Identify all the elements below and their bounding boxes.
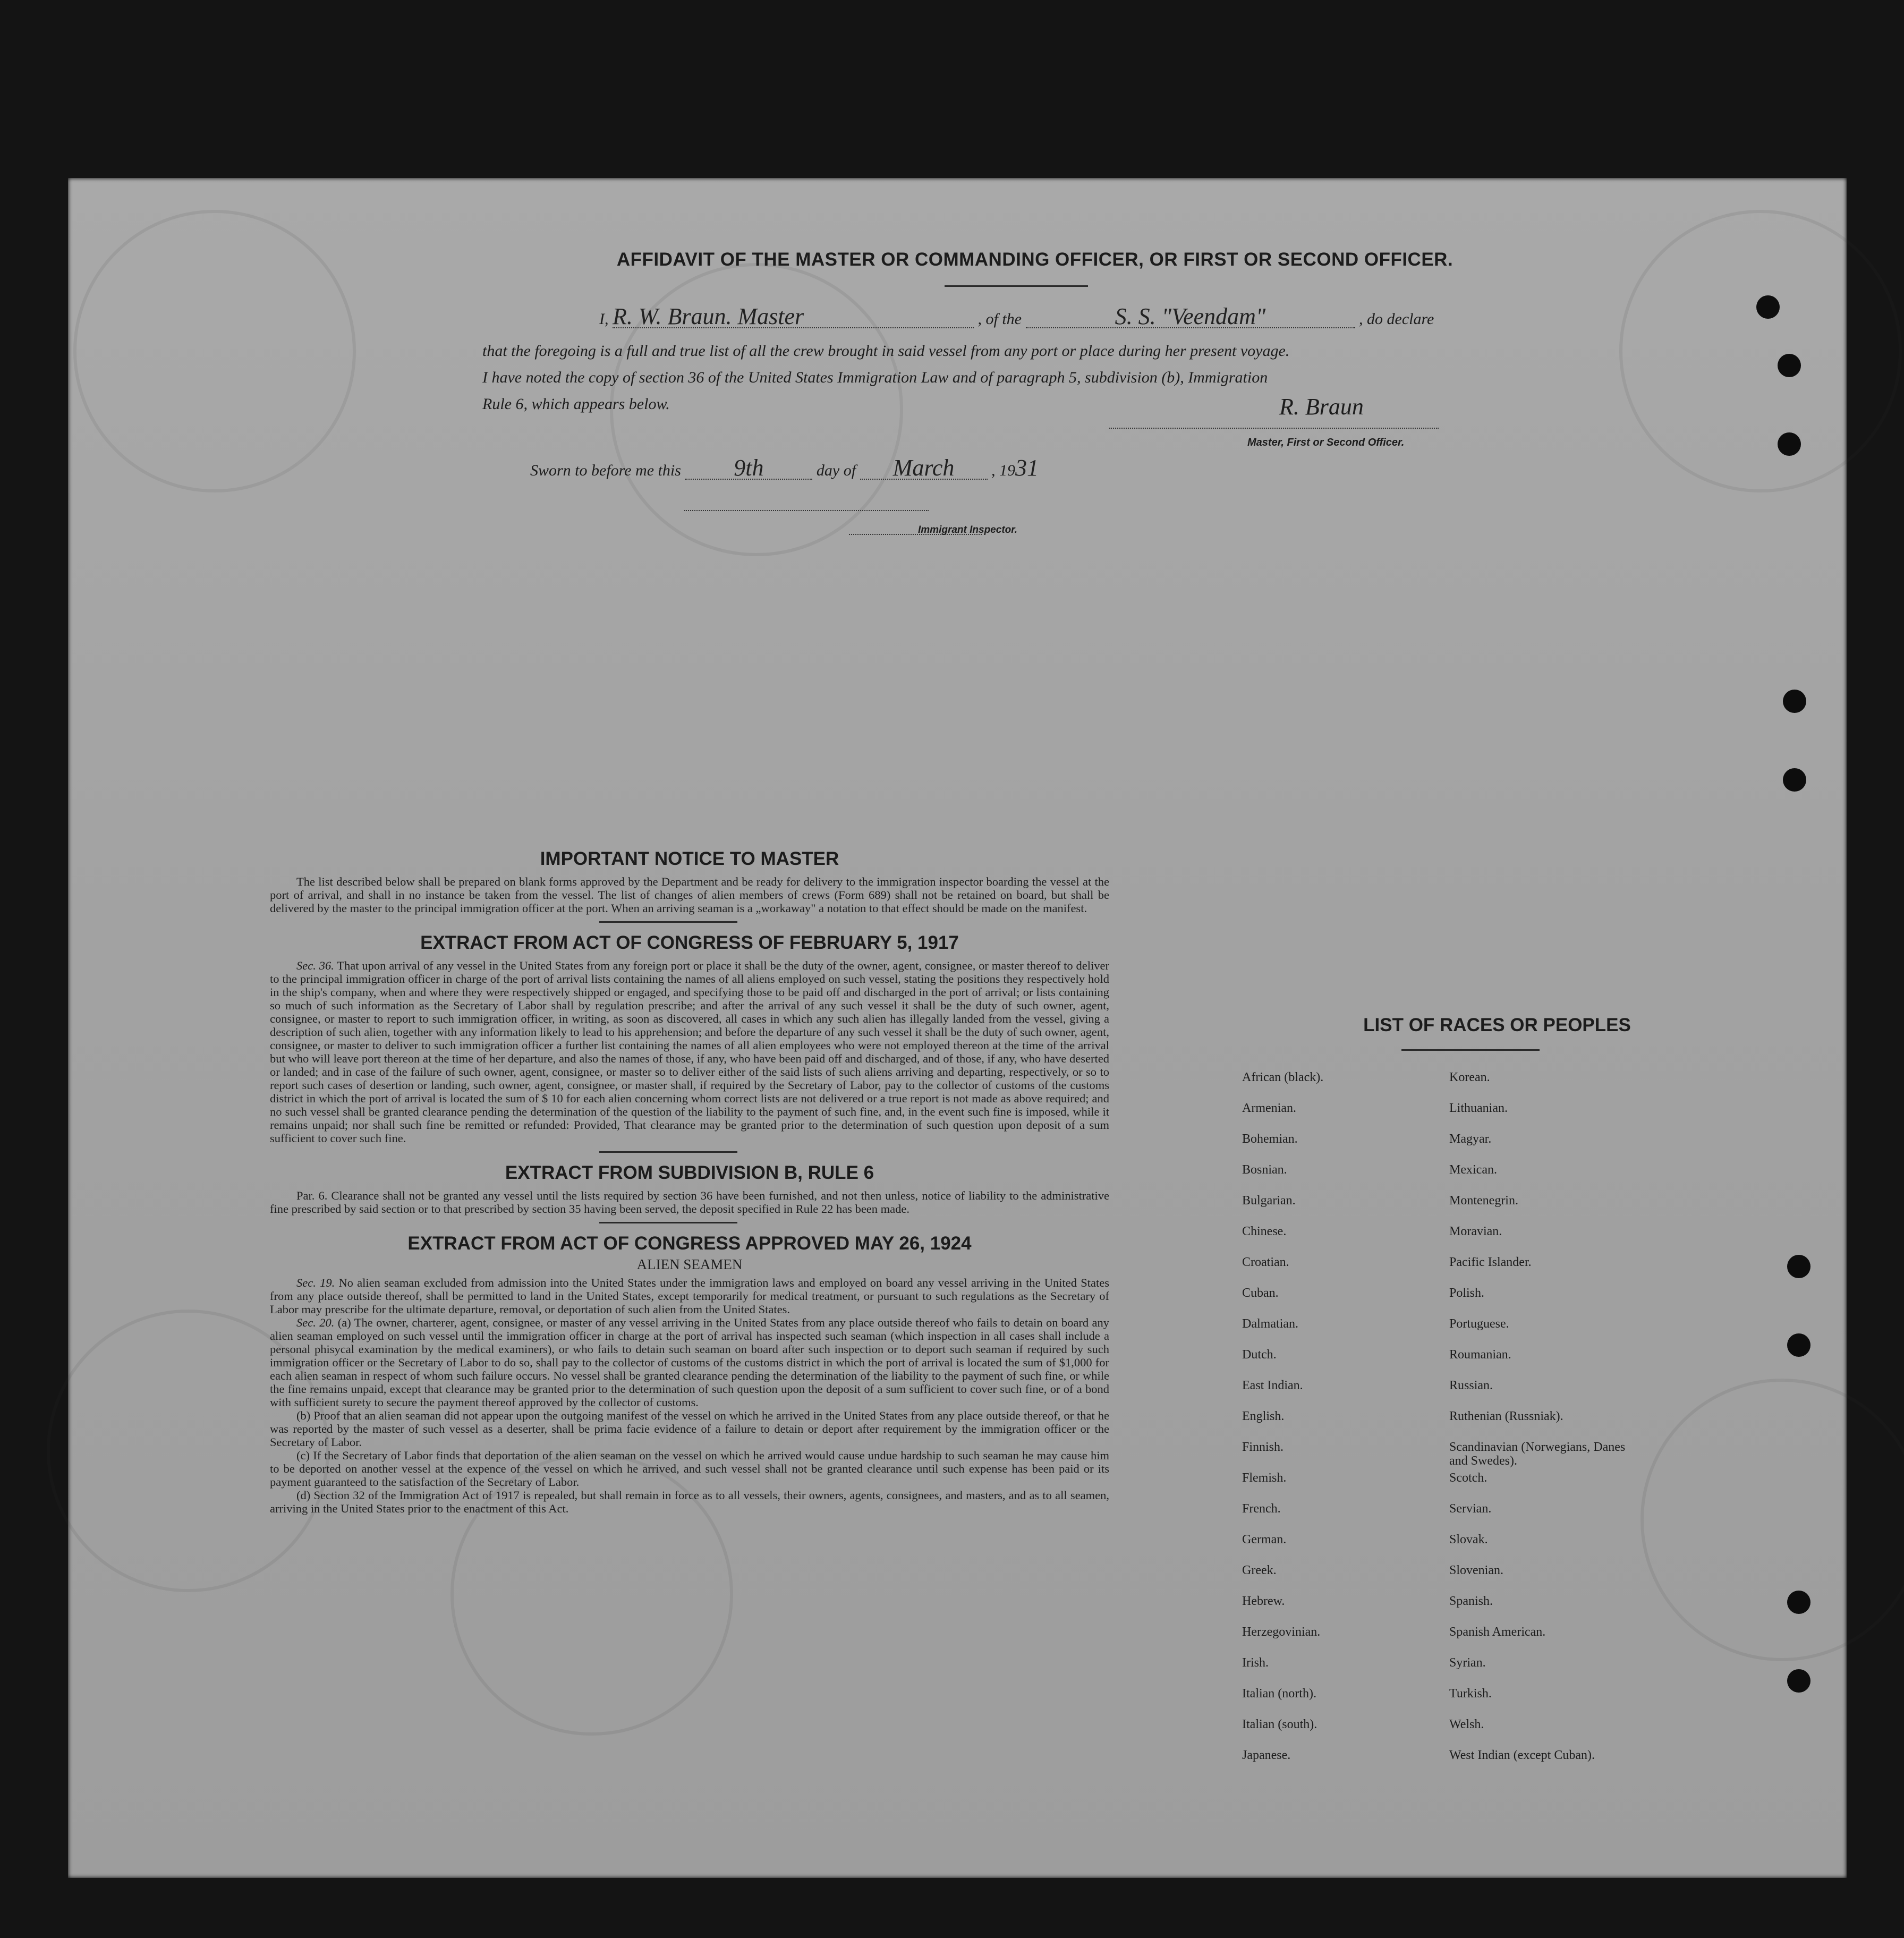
race-item: English.: [1242, 1409, 1285, 1423]
sec19-text: No alien seaman excluded from admission into the United States under the immigration laws and employed on board any vessel arriving in the United States from any place outside thereof, shall be permitted to land in the United States, except temporarily for medical treatment, or pursuant to such regulations as the Secretary of Labor may prescribe for the ultimate departure, removal, or deportation of such alien from the United States.: [270, 1276, 1110, 1316]
alien-seamen-subtitle: ALIEN SEAMEN: [636, 1256, 743, 1272]
rule6-body: [270, 1189, 1109, 1216]
sec20d-paragraph: (d) Section 32 of the Immigration Act of 1917 is repealed, but shall remain in force as to all vessels, their owners, agents, consignees, and masters, and as to all seamen, arriving in the United States prior to the enactment of this Act.: [270, 1489, 1109, 1515]
race-item: Irish.: [1242, 1656, 1269, 1670]
affidavit-title: AFFIDAVIT OF THE MASTER OR COMMANDING OFFICER, OR FIRST OR SECOND OFFICER.: [616, 249, 1454, 270]
race-item: Lithuanian.: [1449, 1101, 1508, 1115]
race-item: Japanese.: [1242, 1748, 1291, 1762]
race-item: Roumanian.: [1449, 1348, 1511, 1362]
sec36-text: That upon arrival of any vessel in the United States from any foreign port or place it shall be the duty of the owner, agent, consignee, or master thereof to deliver to the principal immigration officer in charge of the port of arrival lists containing the names of all aliens employed on such vessel, stating the positions they respectively hold in the ship's company, when and where they were respectively shipped or engaged, and specifying those to be paid off and discharged in the port of arrival; or lists containing so much of such information as the Secretary of Labor shall by regulation prescribe; and after the arrival of any such vessel it shall be the duty of such owner, agent, consignee, or master to report to such immigration officer, in writing, as soon as discovered, all cases in which any such alien has illegally landed from the vessel, giving a description of such alien, together with any information likely to lead to his apprehension; and before the departure of any such vessel it shall be the duty of such owner, agent, consignee, or master to deliver to such immigration officer a further list containing the names of all alien employees who were not employed thereon at the time of the arrival but who will leave port thereon at the time of her departure, and also the names of those, if any, who have been paid off and discharged, and of those, if any, who have deserted or landed; and in case of the failure of such owner, agent, consignee, or master so to deliver either of the said lists of such aliens arriving and departing, respectively, or so to report such cases of desertion or landing, such owner, agent, consignee, or master shall, if required by the Secretary of Labor, pay to the collector of customs of the customs district in which the port of arrival is located the sum of $ 10 for each alien concerning whom correct lists are not delivered or a true report is not made as above required; and no such vessel shall be granted clearance pending the determination of the question of the liability to the payment of such fine, and, in the event such fine is imposed, while it remains unpaid; nor shall such fine be remitted or refunded: Provided, That clearance may be granted prior to the determination of such question upon deposit of a sum sufficient to cover such fine.: [270, 959, 1109, 1145]
race-item: Finnish.: [1242, 1440, 1284, 1454]
extract1917-rule: [599, 1151, 737, 1153]
race-item: Slovenian.: [1449, 1563, 1503, 1577]
sworn-year: 31: [1015, 455, 1039, 481]
affidavit-rule: [945, 285, 1088, 287]
extract1917-body: [270, 959, 1109, 1145]
faint-stamp-top-right: [1619, 210, 1902, 492]
race-item: Russian.: [1449, 1379, 1493, 1392]
race-item: East Indian.: [1242, 1379, 1303, 1392]
sworn-prefix: Sworn to before me this: [530, 462, 681, 479]
race-item: West Indian (except Cuban).: [1449, 1748, 1595, 1762]
race-item: French.: [1242, 1502, 1281, 1516]
race-item: Spanish.: [1449, 1594, 1493, 1608]
race-item: Bohemian.: [1242, 1132, 1298, 1146]
punch-hole: [1778, 354, 1801, 377]
affidavit-line-1: [536, 305, 1545, 333]
notice-text: The list described below shall be prepared on blank forms approved by the Department and be ready for delivery to the immigration inspector boarding the vessel at the port of arrival, and shall in no instance be taken from the vessel. The list of changes of alien members of crews (Form 689) shall not be retained on board, but shall be delivered by the master to the principal immigration officer at the port. When an arriving seaman is a „workaway" a notation to that effect should be made on the manifest.: [270, 875, 1109, 915]
race-item: Chinese.: [1242, 1225, 1287, 1238]
notice-rule: [599, 921, 737, 923]
master-signature: R. Braun: [1279, 394, 1364, 420]
race-item: Slovak.: [1449, 1533, 1488, 1546]
sworn-day: 9th: [685, 457, 812, 480]
affidavit-line-4: Rule 6, which appears below.: [482, 395, 670, 413]
race-item: Hebrew.: [1242, 1594, 1285, 1608]
notice-body: [270, 875, 1109, 915]
sec19-label: Sec. 19.: [296, 1276, 335, 1289]
affidavit-line-3: I have noted the copy of section 36 of the United States Immigration Law and of paragraph 5, subdivision (b), Immigration: [482, 369, 1268, 386]
punch-hole: [1783, 768, 1806, 792]
rule6-title: EXTRACT FROM SUBDIVISION B, RULE 6: [505, 1162, 874, 1183]
race-item: Welsh.: [1449, 1718, 1484, 1731]
of-the-text: , of the: [978, 310, 1022, 328]
races-title: LIST OF RACES OR PEOPLES: [1363, 1015, 1631, 1035]
inspector-caption: Immigrant Inspector.: [918, 524, 1017, 536]
do-declare-text: , do declare: [1359, 310, 1434, 328]
inspector-line-upper: [684, 510, 929, 511]
notice-title: IMPORTANT NOTICE TO MASTER: [540, 848, 839, 869]
sec20a-paragraph: [270, 1316, 1109, 1409]
rule6-text: Par. 6. Clearance shall not be granted any vessel until the lists required by section 36 have been furnished, and not then unless, notice of liability to the administrative fine prescribed by said section or to that prescribed by section 35 having been served, the deposit specified in Rule 22 has been made.: [270, 1189, 1109, 1216]
faint-stamp-top-left: [73, 210, 356, 492]
sworn-month: March: [860, 457, 988, 480]
sec20b-paragraph: (b) Proof that an alien seaman did not appear upon the outgoing manifest of the vessel on which he arrived in the United States from any place outside thereof, or that he was reported by the master of such vessel as a deserter, shall be prima facie evidence of a failure to detain or deport after requirement by the immigration officer or the Secretary of Labor.: [270, 1409, 1109, 1449]
master-name: R. W. Braun. Master: [613, 306, 974, 328]
year-prefix: , 19: [991, 462, 1016, 479]
race-item: Magyar.: [1449, 1132, 1492, 1146]
race-item: Portuguese.: [1449, 1317, 1509, 1331]
race-item: Cuban.: [1242, 1286, 1279, 1300]
document-sheet: [68, 178, 1847, 1878]
sec36-paragraph: [270, 959, 1109, 1145]
race-item: Italian (south).: [1242, 1718, 1318, 1731]
sec20c-paragraph: (c) If the Secretary of Labor finds that deportation of the alien seaman on the vessel on which he arrived would cause undue hardship to such seaman he may cause him to be deported on another vessel at the expence of the vessel on which he arrived, and such vessel shall not be granted clearance until such expense has been paid or its payment guaranteed to the satisfaction of the Secretary of Labor.: [270, 1449, 1109, 1489]
sec20-label: Sec. 20.: [296, 1316, 335, 1329]
vessel-name: S. S. "Veendam": [1026, 306, 1355, 328]
race-item: African (black).: [1242, 1070, 1324, 1084]
rule6-rule: [599, 1222, 737, 1223]
race-item: Herzegovinian.: [1242, 1625, 1321, 1639]
sworn-line: [530, 454, 1039, 484]
race-item: Servian.: [1449, 1502, 1492, 1516]
punch-hole: [1783, 690, 1806, 713]
extract1924-title: EXTRACT FROM ACT OF CONGRESS APPROVED MAY 26, 1924: [407, 1233, 972, 1254]
day-of-text: day of: [816, 462, 856, 479]
race-item: German.: [1242, 1533, 1287, 1546]
race-item: Korean.: [1449, 1070, 1490, 1084]
race-item: Syrian.: [1449, 1656, 1486, 1670]
race-item: Montenegrin.: [1449, 1194, 1518, 1208]
race-item: Turkish.: [1449, 1687, 1492, 1701]
sec36-label: Sec. 36.: [296, 959, 334, 972]
punch-hole: [1756, 295, 1780, 319]
race-item: Mexican.: [1449, 1163, 1497, 1177]
race-item: Spanish American.: [1449, 1625, 1546, 1639]
sec19-paragraph: [270, 1276, 1109, 1316]
race-item: Dutch.: [1242, 1348, 1277, 1362]
race-item: Greek.: [1242, 1563, 1277, 1577]
race-item: Armenian.: [1242, 1101, 1296, 1115]
faint-stamp-bottom-right: [1640, 1379, 1904, 1661]
race-item: Dalmatian.: [1242, 1317, 1298, 1331]
race-item: Polish.: [1449, 1286, 1485, 1300]
race-item: Croatian.: [1242, 1255, 1289, 1269]
affidavit-line-2: that the foregoing is a full and true list of all the crew brought in said vessel from any port or place during her present voyage.: [482, 342, 1290, 360]
extract1917-title: EXTRACT FROM ACT OF CONGRESS OF FEBRUARY 5, 1917: [420, 932, 959, 953]
race-item: Scotch.: [1449, 1471, 1488, 1485]
race-item: Flemish.: [1242, 1471, 1287, 1485]
notice-section: [270, 848, 1109, 1515]
race-item: Moravian.: [1449, 1225, 1502, 1238]
sec20a-text: (a) The owner, charterer, agent, consignee, or master of any vessel arriving in the United States from any place outside thereof who fails to detain on board any alien seaman employed on such vessel until the immigration officer in charge at the port of arrival has inspected such seaman (which inspection in all cases shall include a personal phisycal examination by the medical examiners), or who fails to detain such seaman on board after such inspection or to deport such seaman if required by such immigration officer or the Secretary of Labor to do so, shall pay to the collector of customs of the customs district in which the port of arrival is located the sum of $1,000 for each alien seaman in respect of whom such failure occurs. No vessel shall be granted clearance pending the determination of the liability to the payment of such fine, or while the fine remains unpaid, except that clearance may be granted prior to the determination of such question upon the deposit of a sum sufficient to cover such fine, or of a bond with sufficient surety to secure the payment thereof approved by the collector of customs.: [270, 1316, 1109, 1409]
race-item: Scandinavian (Norwegians, Danes and Swedes).: [1449, 1440, 1626, 1468]
race-item: Bulgarian.: [1242, 1194, 1296, 1208]
punch-hole: [1787, 1333, 1810, 1357]
punch-hole: [1787, 1591, 1810, 1614]
race-item: Ruthenian (Russniak).: [1449, 1409, 1563, 1423]
signature-caption: Master, First or Second Officer.: [1247, 437, 1405, 448]
race-item: Italian (north).: [1242, 1687, 1316, 1701]
races-rule: [1401, 1049, 1540, 1051]
race-item: Pacific Islander.: [1449, 1255, 1532, 1269]
race-item: Bosnian.: [1242, 1163, 1287, 1177]
extract1924-body: [270, 1276, 1109, 1515]
punch-hole: [1787, 1669, 1810, 1693]
signature-line: [1109, 428, 1439, 429]
punch-hole: [1787, 1255, 1810, 1278]
i-prefix: I,: [599, 310, 609, 328]
punch-hole: [1778, 432, 1801, 456]
